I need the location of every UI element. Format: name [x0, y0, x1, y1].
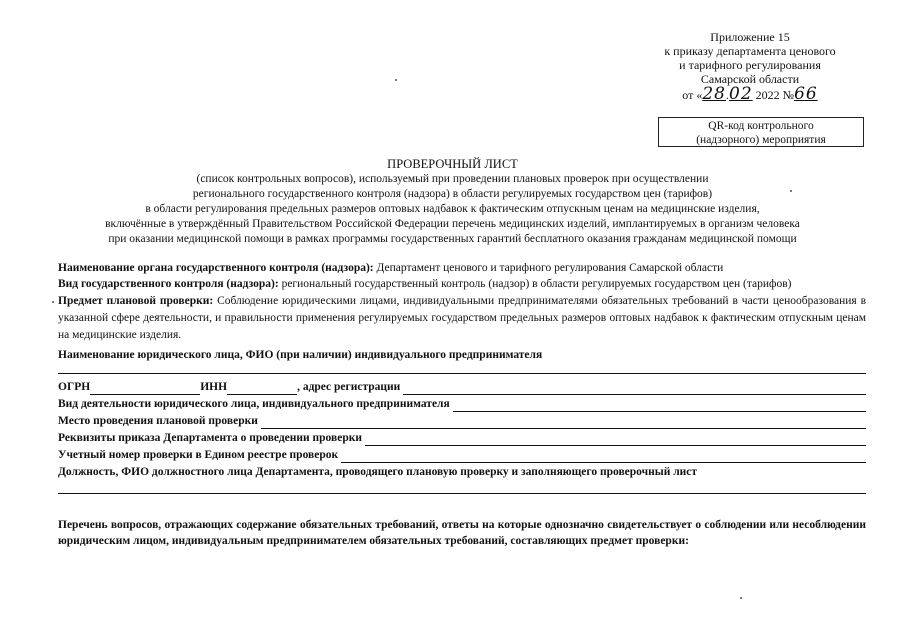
order-label: Реквизиты приказа Департамента о проведении проверки	[58, 432, 362, 444]
registry-input-line[interactable]	[341, 450, 866, 463]
title-line-3: в области регулирования предельных размеров оптовых надбавок к фактическим отпускным ценам на медицинские изделия,	[145, 203, 760, 215]
registry-row	[58, 448, 866, 463]
qr-box-line-2: (надзорного) мероприятия	[696, 134, 826, 146]
registry-label: Учетный номер проверки в Едином реестре проверок	[58, 449, 339, 461]
scan-speck	[395, 79, 397, 81]
inn-label: ИНН	[200, 381, 228, 393]
address-input-line[interactable]	[403, 382, 866, 395]
date-year: 2022 №	[755, 88, 795, 102]
title-line-2: регионального государственного контроля (надзора) в области регулируемых государством цен (тарифов)	[192, 188, 713, 200]
scan-speck	[52, 301, 54, 303]
date-number: 66	[794, 84, 818, 104]
entity-name-line[interactable]	[58, 373, 866, 374]
questions-intro: Перечень вопросов, отражающих содержание обязательных требований, ответы на которые однозначно свидетельствует о соблюдении или несоблюдении юридическим лицом, индивидуальным предпринимателем обязательных требований, составляющих предмет проверки:	[58, 519, 866, 547]
control-type-label: Вид государственного контроля (надзора):	[58, 278, 279, 290]
activity-input-line[interactable]	[453, 399, 866, 412]
scan-speck	[740, 597, 742, 599]
entity-name-label: Наименование юридического лица, ФИО (при наличии) индивидуального предпринимателя	[58, 349, 543, 361]
activity-row	[58, 397, 866, 412]
inspection-subject-label: Предмет плановой проверки:	[58, 295, 214, 307]
activity-label: Вид деятельности юридического лица, индивидуального предпринимателя	[58, 398, 450, 410]
place-row	[58, 414, 866, 429]
appendix-line-1: Приложение 15	[710, 30, 790, 44]
appendix-line-2: к приказу департамента ценового	[664, 44, 836, 58]
authority-value: Департамент ценового и тарифного регулирования Самарской области	[373, 262, 724, 274]
official-input-line[interactable]	[58, 493, 866, 494]
ogrn-inn-address-row	[58, 380, 866, 395]
date-sep: .	[726, 88, 729, 102]
official-label: Должность, ФИО должностного лица Департамента, проводящего плановую проверку и заполняющего проверочный лист	[58, 466, 698, 478]
entity-name-field	[58, 348, 866, 363]
title-line-4: включённые в утверждённый Правительством Российской Федерации перечень медицинских изделий, имплантируемых в организм человека	[105, 218, 800, 230]
place-label: Место проведения плановой проверки	[58, 415, 258, 427]
ogrn-label: ОГРН	[58, 381, 91, 393]
scan-speck	[790, 190, 792, 192]
date-prefix: от «	[682, 88, 703, 102]
address-label: , адрес регистрации	[297, 381, 401, 393]
title-line-5: при оказании медицинской помощи в рамках программы государственных гарантий бесплатного оказания гражданам медицинской помощи	[108, 233, 797, 245]
control-type-field	[58, 277, 866, 292]
document-title: ПРОВЕРОЧНЫЙ ЛИСТ	[387, 157, 518, 171]
order-row	[58, 431, 866, 446]
official-field	[58, 465, 866, 480]
title-line-1: (список контрольных вопросов), используемый при проведении плановых проверок при осуществлении	[196, 173, 709, 185]
qr-box-line-1: QR-код контрольного	[708, 120, 814, 132]
inn-input-line[interactable]	[227, 383, 297, 395]
order-input-line[interactable]	[365, 433, 866, 446]
place-input-line[interactable]	[261, 416, 866, 429]
appendix-line-4: Самарской области	[700, 72, 800, 86]
inspection-subject-field	[58, 293, 866, 344]
authority-field	[58, 261, 866, 276]
date-month: 02	[729, 84, 753, 104]
appendix-block	[640, 30, 860, 102]
control-type-value: региональный государственный контроль (надзор) в области регулируемых государством цен (тарифов)	[278, 278, 792, 290]
inspection-subject-value: Соблюдение юридическими лицами, индивидуальными предпринимателями обязательных требований в части ценообразования в указанной сфере деятельности, и правильности применения регулируемых государством предельных размеров оптовых надбавок к фактическим отпускным ценам на медицинские изделия.	[58, 295, 866, 341]
authority-label: Наименование органа государственного контроля (надзора):	[58, 262, 374, 274]
appendix-date-line	[640, 84, 860, 104]
appendix-line-3: и тарифного регулирования	[679, 58, 821, 72]
qr-code-box	[658, 117, 864, 147]
ogrn-input-line[interactable]	[90, 383, 200, 395]
date-day: 28	[702, 84, 726, 104]
